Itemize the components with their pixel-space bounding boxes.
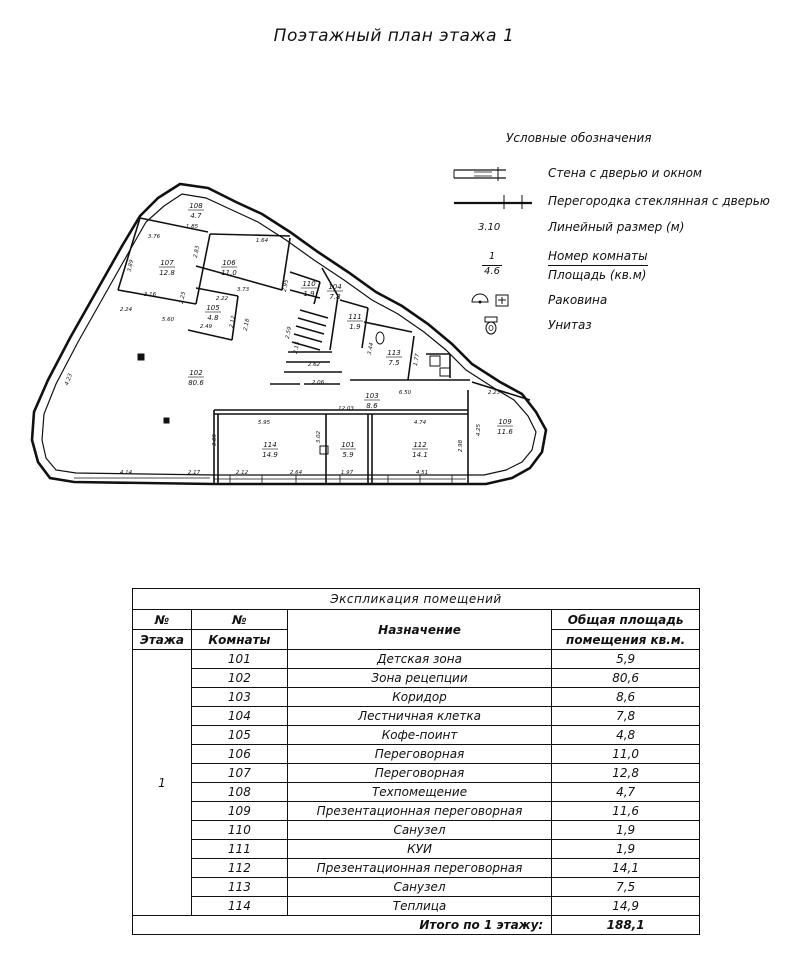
dimension-label: 2.23 — [487, 390, 501, 396]
room-purpose-cell: Санузел — [287, 821, 551, 840]
room-label-105 — [205, 304, 221, 322]
room-labels — [159, 202, 513, 459]
room-area-cell: 1,9 — [552, 821, 700, 840]
table-row — [133, 878, 700, 897]
explication-table — [132, 588, 700, 935]
dimension-label: 2.12 — [235, 470, 249, 476]
room-area-text: 4.7 — [190, 212, 202, 220]
room-area-text: 4.8 — [207, 314, 219, 322]
room-number-text: 105 — [206, 304, 220, 312]
header-floor-label: Этажа — [133, 630, 192, 650]
room-area-text: 7.5 — [388, 359, 400, 367]
dimension-label: 2.98 — [458, 439, 464, 453]
room-number-text: 101 — [341, 441, 355, 449]
room-number-text: 110 — [302, 280, 316, 288]
room-number-cell: 108 — [191, 783, 287, 802]
room-label-101 — [340, 441, 356, 459]
page-title: Поэтажный план этажа 1 — [273, 26, 515, 46]
table-row — [133, 783, 700, 802]
room-label-113 — [386, 349, 402, 367]
room-area-cell: 4,8 — [552, 726, 700, 745]
room-purpose-cell: Переговорная — [287, 764, 551, 783]
dimension-label: 2.17 — [187, 470, 201, 476]
room-number-text: 106 — [222, 259, 236, 267]
table-row — [133, 650, 700, 669]
legend-label-partition: Перегородка стеклянная с дверью — [548, 194, 770, 208]
table-row — [133, 897, 700, 916]
room-area-cell: 12,8 — [552, 764, 700, 783]
room-area-cell: 80,6 — [552, 669, 700, 688]
dimension-label: 2.59 — [284, 326, 294, 340]
legend-label-area: Площадь (кв.м) — [548, 268, 647, 282]
room-label-108 — [188, 202, 204, 220]
dimension-label: 5.60 — [161, 317, 175, 323]
room-label-114 — [262, 441, 278, 459]
header-room-number: № — [191, 610, 287, 630]
room-number-cell: 111 — [191, 840, 287, 859]
legend-label-room-number: Номер комнаты — [548, 249, 648, 263]
dimension-label: 2.24 — [119, 307, 133, 313]
room-area-text: 12.8 — [159, 269, 175, 277]
dimension-label: 2.25 — [178, 291, 188, 305]
dimension-label: 3.02 — [316, 430, 322, 444]
room-number-cell: 103 — [191, 688, 287, 707]
room-number-text: 113 — [387, 349, 401, 357]
legend-label-wall: Стена с дверью и окном — [548, 166, 702, 180]
room-number-cell: 114 — [191, 897, 287, 916]
room-label-112 — [412, 441, 428, 459]
room-purpose-cell: КУИ — [287, 840, 551, 859]
dimension-label: 6.50 — [398, 390, 412, 396]
room-number-cell: 112 — [191, 859, 287, 878]
room-purpose-cell: Кофе-поинт — [287, 726, 551, 745]
dimension-label: 5.95 — [257, 420, 271, 426]
room-area-text: 11.0 — [221, 269, 237, 277]
table-row — [133, 726, 700, 745]
room-purpose-cell: Техпомещение — [287, 783, 551, 802]
dimension-label: 2.18 — [242, 318, 252, 332]
dimension-label: 2.95 — [281, 279, 291, 293]
room-purpose-cell: Детская зона — [287, 650, 551, 669]
room-area-cell: 7,8 — [552, 707, 700, 726]
room-number-text: 111 — [348, 313, 362, 321]
room-number-cell: 110 — [191, 821, 287, 840]
room-number-cell: 102 — [191, 669, 287, 688]
room-label-103 — [364, 392, 380, 410]
room-number-text: 102 — [189, 369, 203, 377]
room-area-cell: 8,6 — [552, 688, 700, 707]
legend-room-number-sample: 1 — [488, 251, 496, 262]
room-number-text: 114 — [263, 441, 277, 449]
legend-title: Условные обозначения — [506, 131, 652, 145]
table-row — [133, 764, 700, 783]
table-row — [133, 745, 700, 764]
dimension-label: 4.14 — [119, 470, 133, 476]
room-area-cell: 14,9 — [552, 897, 700, 916]
dimension-label: 2.83 — [192, 245, 202, 259]
room-purpose-cell: Санузел — [287, 878, 551, 897]
total-value: 188,1 — [552, 916, 700, 935]
table-caption: Экспликация помещений — [133, 589, 700, 610]
dimension-label: 3.73 — [236, 287, 250, 293]
header-area-line1: Общая площадь — [552, 610, 700, 630]
room-area-text: 80.6 — [188, 379, 204, 387]
room-number-text: 112 — [413, 441, 427, 449]
room-label-111 — [347, 313, 363, 331]
room-number-text: 103 — [365, 392, 379, 400]
table-row — [133, 707, 700, 726]
room-number-cell: 105 — [191, 726, 287, 745]
dimension-label: 2.49 — [199, 324, 213, 330]
legend-label-sink: Раковина — [548, 293, 608, 307]
room-area-cell: 11,6 — [552, 802, 700, 821]
dimension-label: 2.15 — [292, 341, 302, 355]
room-area-text: 11.6 — [497, 428, 513, 436]
dimension-label: 4.74 — [413, 420, 427, 426]
room-label-110 — [301, 280, 317, 298]
dimension-label: 3.16 — [143, 292, 157, 298]
dimension-label: 2.12 — [228, 315, 238, 329]
room-area-cell: 5,9 — [552, 650, 700, 669]
room-number-cell: 106 — [191, 745, 287, 764]
dimension-label: 3.44 — [366, 342, 376, 356]
room-area-text: 14.1 — [412, 451, 428, 459]
dimension-label: 1.77 — [412, 353, 422, 367]
dimension-label: 2.06 — [311, 380, 325, 386]
dimension-label: 1.97 — [340, 470, 354, 476]
room-number-text: 104 — [328, 283, 342, 291]
legend-area-sample: 4.6 — [484, 266, 500, 277]
room-area-text: 8.6 — [366, 402, 378, 410]
dimension-label: 3.89 — [126, 259, 136, 273]
table-row — [133, 802, 700, 821]
dimension-label: 1.64 — [255, 238, 269, 244]
dimension-label: 12.03 — [338, 406, 354, 412]
dimension-labels — [64, 224, 500, 476]
room-purpose-cell: Коридор — [287, 688, 551, 707]
room-area-cell: 7,5 — [552, 878, 700, 897]
dimension-label: 2.62 — [307, 362, 321, 368]
room-number-text: 109 — [498, 418, 512, 426]
table-row — [133, 669, 700, 688]
room-purpose-cell: Лестничная клетка — [287, 707, 551, 726]
room-area-text: 1.9 — [303, 290, 315, 298]
total-row — [133, 916, 700, 935]
room-purpose-cell: Теплица — [287, 897, 551, 916]
table-row — [133, 859, 700, 878]
room-area-text: 5.9 — [342, 451, 354, 459]
interior-walls — [118, 218, 530, 484]
legend-label-dimension: Линейный размер (м) — [548, 220, 685, 234]
room-number-text: 107 — [160, 259, 174, 267]
room-number-cell: 104 — [191, 707, 287, 726]
room-number-text: 108 — [189, 202, 203, 210]
room-purpose-cell: Презентационная переговорная — [287, 859, 551, 878]
table-row — [133, 688, 700, 707]
dimension-label: 3.05 — [212, 433, 218, 447]
room-area-cell: 14,1 — [552, 859, 700, 878]
dimension-label: 3.76 — [147, 234, 161, 240]
dimension-label: 4.51 — [415, 470, 429, 476]
room-purpose-cell: Зона рецепции — [287, 669, 551, 688]
dimension-label: 2.22 — [215, 296, 229, 302]
header-floor-number: № — [133, 610, 192, 630]
room-label-107 — [159, 259, 175, 277]
table-row — [133, 840, 700, 859]
room-area-cell: 11,0 — [552, 745, 700, 764]
room-number-cell: 107 — [191, 764, 287, 783]
room-purpose-cell: Презентационная переговорная — [287, 802, 551, 821]
room-number-cell: 101 — [191, 650, 287, 669]
header-room-label: Комнаты — [191, 630, 287, 650]
room-area-text: 7.8 — [329, 293, 341, 301]
dimension-label: 4.23 — [64, 372, 74, 387]
room-area-cell: 4,7 — [552, 783, 700, 802]
table-row — [133, 821, 700, 840]
legend-label-toilet: Унитаз — [548, 318, 592, 332]
room-area-text: 1.9 — [349, 323, 361, 331]
total-label: Итого по 1 этажу: — [133, 916, 552, 935]
room-area-text: 14.9 — [262, 451, 278, 459]
room-label-106 — [221, 259, 237, 277]
room-area-cell: 1,9 — [552, 840, 700, 859]
room-purpose-cell: Переговорная — [287, 745, 551, 764]
dimension-label: 4.25 — [476, 423, 482, 437]
room-label-102 — [188, 369, 204, 387]
legend-dimension-sample: 3.10 — [478, 222, 501, 233]
header-purpose: Назначение — [287, 610, 551, 650]
room-number-cell: 109 — [191, 802, 287, 821]
dimension-label: 2.64 — [289, 470, 303, 476]
room-number-cell: 113 — [191, 878, 287, 897]
room-label-109 — [497, 418, 513, 436]
header-area-line2: помещения кв.м. — [552, 630, 700, 650]
floor-number-cell: 1 — [133, 650, 192, 916]
dimension-label: 1.85 — [185, 224, 199, 230]
